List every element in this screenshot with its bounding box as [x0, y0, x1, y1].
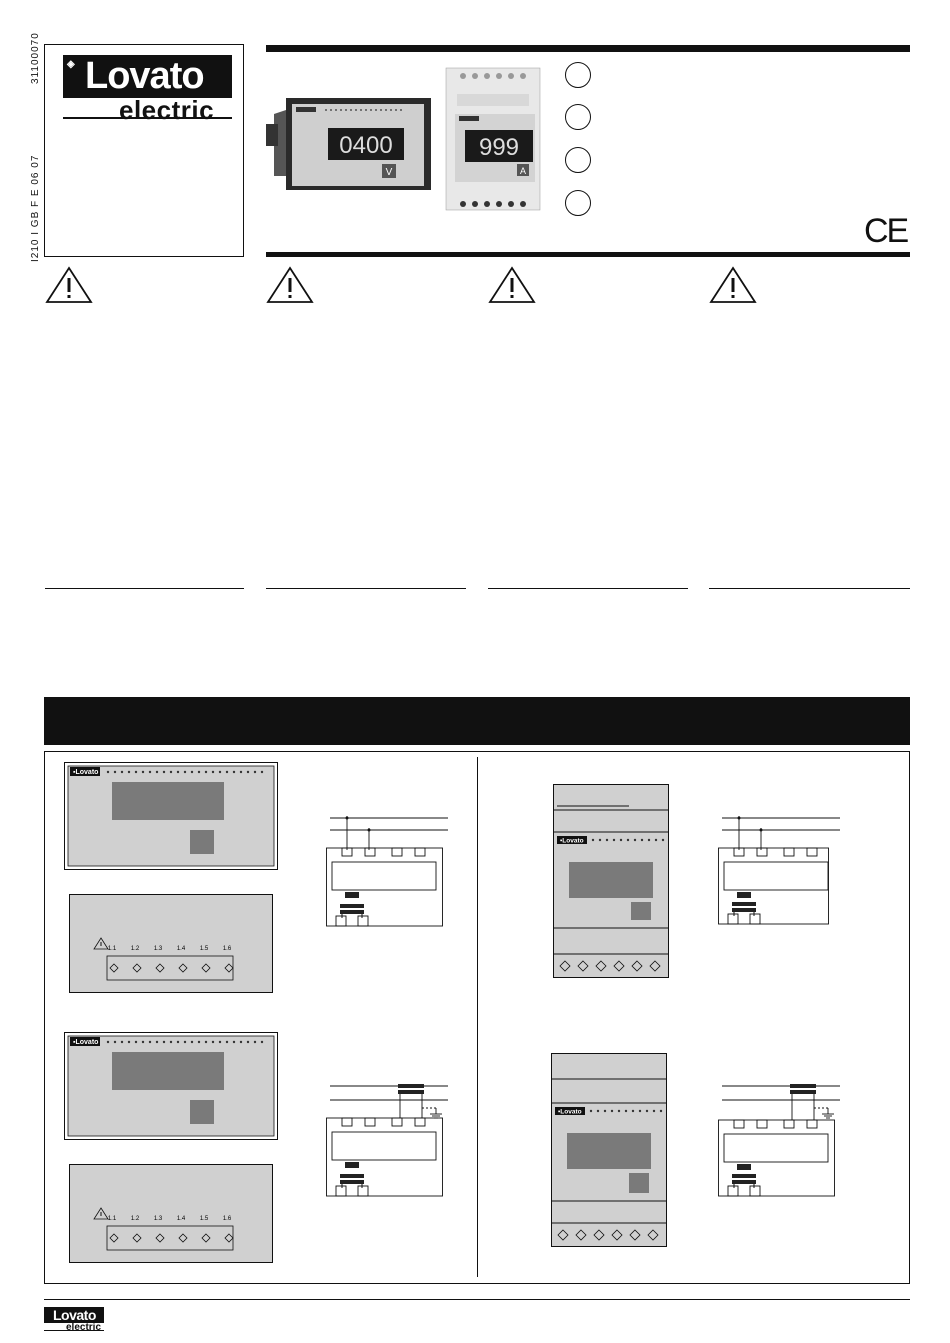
wiring-diagram-voltage-1: [326, 810, 450, 928]
footer-rule: [44, 1299, 910, 1300]
terminal-label: 1.3: [153, 946, 163, 952]
column-rule-1: [45, 588, 244, 589]
meter2-unit: A: [519, 166, 527, 176]
warning-icon: [488, 266, 536, 304]
terminal-label: 1.2: [130, 946, 140, 952]
svg-text:▪Lovato: ▪Lovato: [73, 769, 99, 776]
brand-diamond-icon: ◈: [67, 59, 75, 70]
column-rule-3: [488, 588, 688, 589]
product-photo-din-meter: [443, 66, 543, 212]
terminal-label: 1.1: [107, 1216, 117, 1222]
brand-box: [44, 44, 244, 257]
warning-icon: [709, 266, 757, 304]
terminal-label: 1.5: [199, 1216, 209, 1222]
brand-logo: [63, 55, 232, 98]
meter1-display: 0400: [339, 132, 393, 159]
wiring-diagram-current-2: [718, 1080, 842, 1198]
brand-sub: electric: [119, 95, 215, 125]
frame-divider: [477, 757, 478, 1277]
terminal-label: 1.4: [176, 1216, 186, 1222]
column-rule-4: [709, 588, 910, 589]
wiring-diagram-voltage-2: [718, 810, 842, 928]
terminal-label: 1.6: [222, 946, 232, 952]
footer-logo: [44, 1307, 104, 1323]
terminal-label: 1.5: [199, 946, 209, 952]
footer-brand-name: Lovato: [53, 1307, 96, 1323]
header-bottom-rule: [266, 252, 910, 257]
panel-meter-front-1: [64, 762, 278, 870]
brand-name: Lovato: [85, 55, 204, 97]
terminal-label: 1.2: [130, 1216, 140, 1222]
warning-icon: [45, 266, 93, 304]
doc-code-bottom: I210 I GB F E 06 07: [30, 154, 41, 262]
language-circle-4: [565, 190, 591, 216]
din-meter-front-2: [551, 1053, 667, 1247]
terminal-label: 1.1: [107, 946, 117, 952]
footer-brand-sub: electric: [66, 1322, 102, 1333]
panel-meter-front-2: [64, 1032, 278, 1140]
ce-mark: CE: [864, 212, 908, 250]
meter1-unit: V: [385, 167, 393, 178]
doc-code-top: 31100070: [30, 32, 41, 84]
svg-text:▪Lovato: ▪Lovato: [73, 1039, 99, 1046]
section-band: [44, 697, 910, 745]
language-circle-1: [565, 62, 591, 88]
din-meter-front-1: [553, 784, 669, 978]
language-circle-3: [565, 147, 591, 173]
panel-meter-rear-1: [69, 894, 273, 994]
terminal-label: 1.3: [153, 1216, 163, 1222]
column-rule-2: [266, 588, 466, 589]
product-photo-panel-meter: [266, 92, 436, 192]
svg-text:▪Lovato: ▪Lovato: [558, 1108, 582, 1116]
svg-text:▪Lovato: ▪Lovato: [560, 837, 584, 845]
wiring-diagram-current-1: [326, 1080, 450, 1198]
header-top-rule: [266, 45, 910, 52]
terminal-label: 1.6: [222, 1216, 232, 1222]
panel-meter-rear-2: [69, 1164, 273, 1264]
meter2-display: 999: [478, 134, 520, 161]
warning-icon: [266, 266, 314, 304]
language-circle-2: [565, 104, 591, 130]
terminal-label: 1.4: [176, 946, 186, 952]
